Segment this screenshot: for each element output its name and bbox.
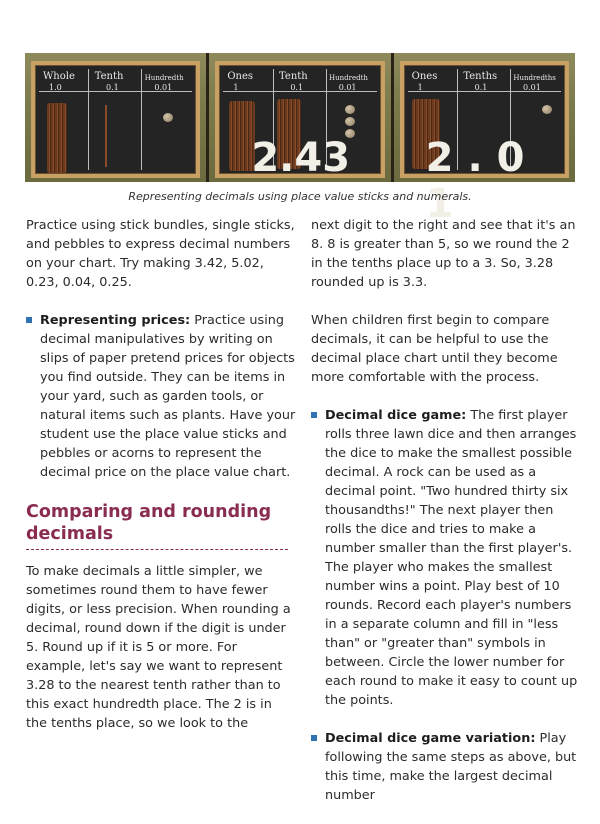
bullet-title: Representing prices: [40, 313, 191, 328]
bullet-text: The first player rolls three lawn dice and then arranges the dice to make the smallest possible decimal. A rock can be used as a decimal point. "Two hundred thirty six thousandths!" The next player then rolls the dice and tries to make a number smaller than the first player's. The player who makes the smallest number wins a point. Play best of 10 rounds. Record each player's numbers in a separate column and fill in "less than" or "greater than" symbols in between. Circle the lower number for each round to make it easy to count up the points. [325, 408, 578, 708]
pebble [542, 105, 552, 114]
chart-header-ones: Ones [411, 71, 438, 82]
single-stick [105, 105, 107, 167]
chalkboard-chart [215, 61, 384, 181]
chart-value-hundredths: 0.01 [523, 83, 541, 92]
chalkboard-chart [400, 61, 569, 227]
bullet-representing-prices [26, 311, 296, 482]
chalkboard-chart [31, 61, 200, 178]
chart-value-tenth: 0.1 [290, 83, 304, 92]
chart-value-ones: 1 [233, 83, 239, 92]
pebble [345, 105, 355, 114]
chart-header-tenth: Tenth [279, 71, 308, 82]
chart-value-hundredth: 0.01 [154, 83, 173, 92]
rounding-paragraph: To make decimals a little simpler, we sometimes round them to have fewer digits, or less precision. When rounding a decimal, round down if the digit is under 5. Round up if it is 5 or more. For example, let's say we want to represent 3.28 to the nearest tenth rather than to this exact hundredth place. The 2 is in the tenths place, so we look to the [26, 564, 291, 731]
chart-value-ones: 1 [417, 83, 423, 92]
pebble [163, 113, 173, 122]
bullet-title: Decimal dice game variation: [325, 731, 536, 746]
right-column [311, 216, 581, 824]
pebble [345, 117, 355, 126]
bullet-title: Decimal dice game: [325, 408, 467, 423]
left-column [26, 216, 296, 752]
photo-place-value-chart-3 [394, 53, 575, 227]
continued-paragraph: next digit to the right and see that it's an 8. 8 is greater than 5, so we round the 2 in the tenths place up to a 3. So, 3.28 rounded up is 3.3. [311, 218, 576, 290]
chart-header-hundredths: Hundredths [513, 74, 556, 82]
chart-value-whole: 1.0 [49, 83, 62, 92]
chart-header-tenths: Tenths [463, 71, 498, 82]
photo-place-value-chart-2 [209, 53, 390, 182]
chart-header-ones: Ones [227, 71, 254, 82]
chart-value-hundredth: 0.01 [338, 83, 357, 92]
chart-header-hundredth: Hundredth [329, 74, 368, 82]
chart-value-tenth: 0.1 [105, 83, 119, 92]
section-heading: Comparing and rounding decimals [26, 502, 272, 544]
decimal-numeral: 2.43 [251, 135, 351, 181]
heading-divider [26, 549, 288, 550]
chart-header-hundredth: Hundredth [144, 74, 184, 82]
decimal-numeral: 2.0 1 [425, 135, 539, 227]
bullet-decimal-dice-variation [311, 729, 581, 805]
chart-value-tenths: 0.1 [474, 83, 488, 92]
compare-paragraph: When children first begin to compare decimals, it can be helpful to use the decimal place chart until they become more comfortable with the process. [311, 313, 558, 385]
bullet-text: Practice using decimal manipulatives by writing on slips of paper pretend prices for objects you find outside. They can be items in your yard, such as garden tools, or natural items such as plants. Have your student use the place value sticks and pebbles or acorns to represent the decimal price on the place value chart. [40, 313, 296, 480]
bullet-decimal-dice-game [311, 406, 581, 710]
intro-paragraph: Practice using stick bundles, single sticks, and pebbles to express decimal numbers on your chart. Try making 3.42, 5.02, 0.23, 0.04, 0.25. [26, 218, 295, 290]
photo-caption: Representing decimals using place value sticks and numerals. [128, 190, 472, 203]
bullet-text: Play following the same steps as above, but this time, make the largest decimal number [325, 731, 577, 803]
chart-header-tenth: Tenth [94, 71, 124, 82]
chart-header-whole: Whole [43, 71, 75, 82]
stick-bundle [47, 103, 67, 173]
photo-place-value-chart-1 [25, 53, 206, 182]
